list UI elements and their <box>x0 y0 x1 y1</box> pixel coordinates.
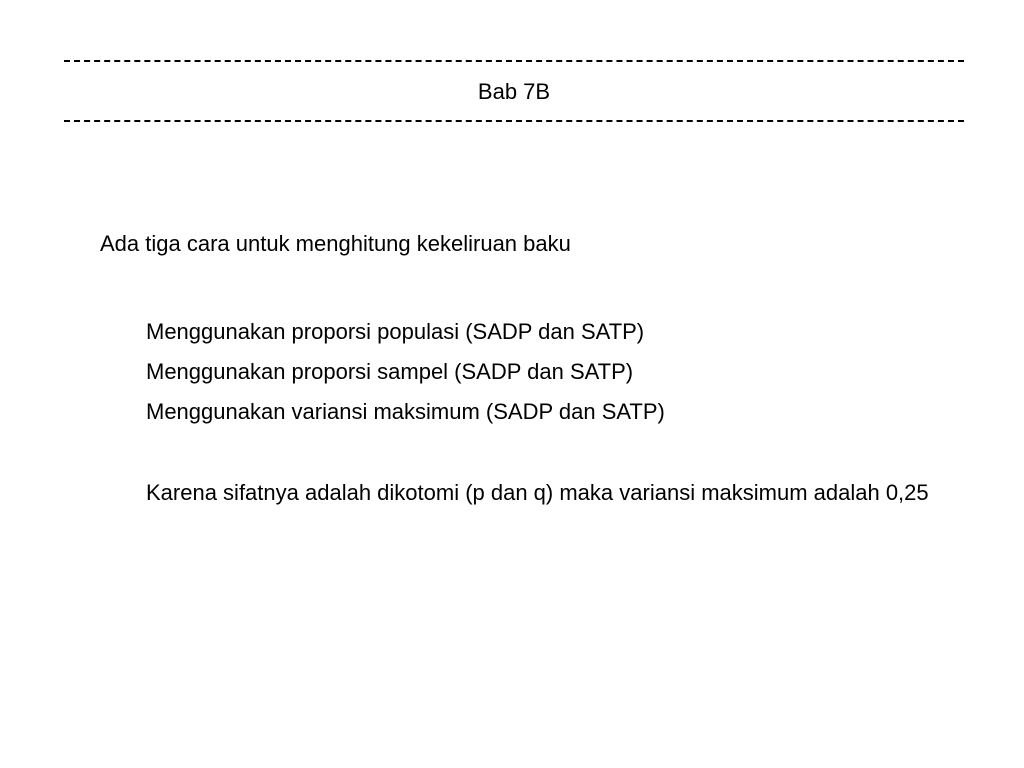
title-divider-bottom <box>64 120 964 122</box>
title-divider-top <box>64 60 964 62</box>
title-block <box>64 46 964 122</box>
note-text: Karena sifatnya adalah dikotomi (p dan q) maka variansi maksimum adalah 0,25 <box>146 480 929 505</box>
method-item: Menggunakan proporsi populasi (SADP dan SATP) <box>146 319 645 344</box>
intro-text: Ada tiga cara untuk menghitung kekeliruan baku <box>100 231 571 256</box>
method-item: Menggunakan proporsi sampel (SADP dan SATP) <box>146 359 634 384</box>
slide-title: Bab 7B <box>477 79 551 104</box>
method-item: Menggunakan variansi maksimum (SADP dan SATP) <box>146 399 665 424</box>
methods-list <box>146 312 665 432</box>
